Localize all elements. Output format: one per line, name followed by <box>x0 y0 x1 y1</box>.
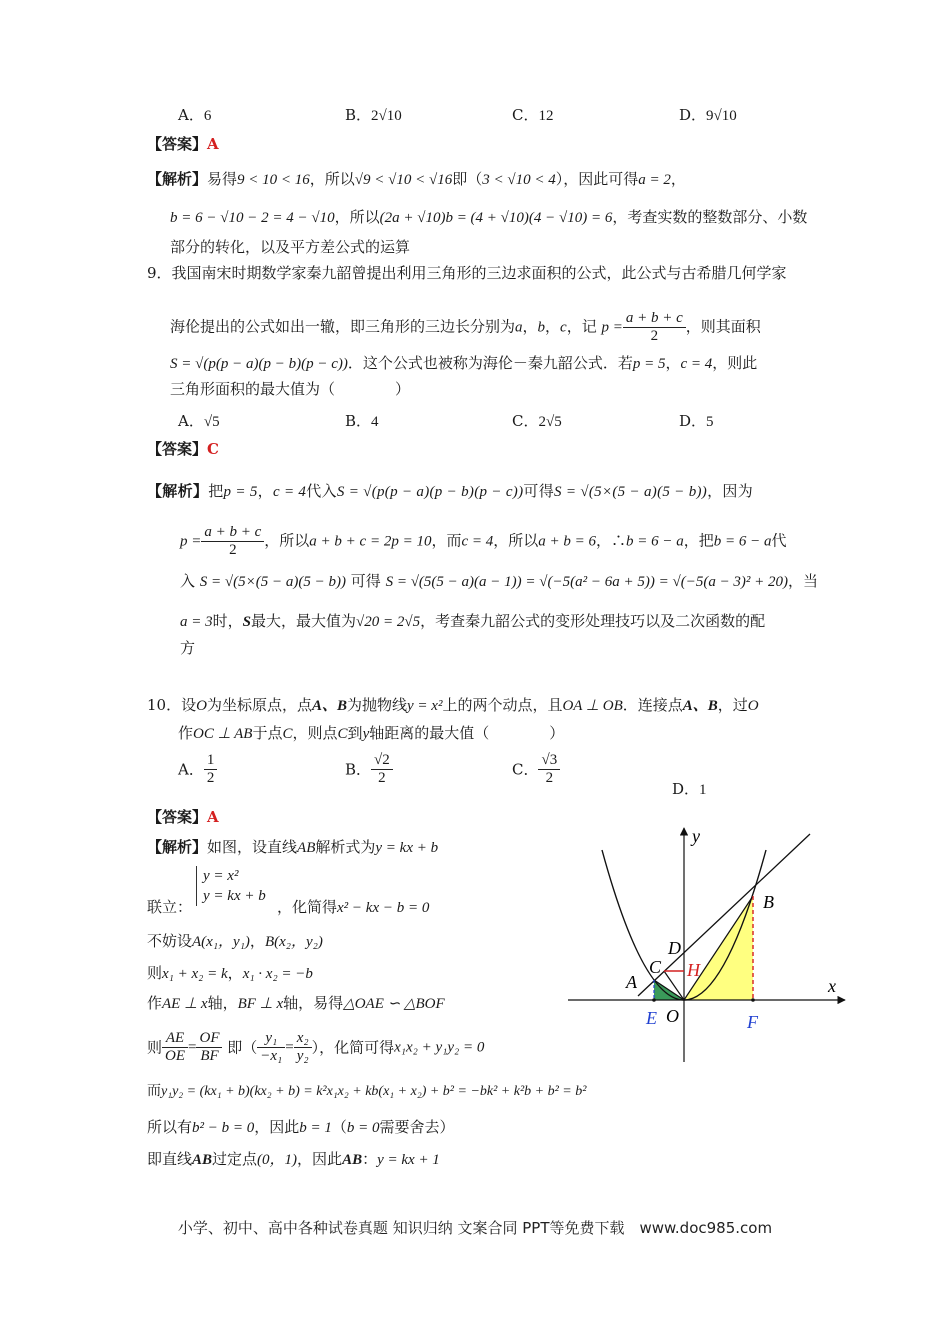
q9-solution-line3: 入 S = √(5×(5 − a)(5 − b)) 可得 S = √(5(5 − a)(a − 1)) = √(−5(a² − 6a + 5)) = √(−5(a − 3)² + 20)，当 <box>180 572 819 590</box>
q10-solution-line1: 【解析】如图，设直线AB解析式为y = kx + b <box>147 838 439 856</box>
q8-solution-line2: b = 6 − √10 − 2 = 4 − √10，所以(2a + √10)b = (4 + √10)(4 − √10) = 6，考查实数的整数部分、小数 <box>170 208 808 226</box>
q10-option-a: A． $\frac{1}{2}$ <box>178 752 217 787</box>
label-f: F <box>747 1012 758 1032</box>
q10-solution-line2: ，化简得x² − kx − b = 0 <box>277 898 430 916</box>
q8-option-b: B．2√10 <box>345 106 402 124</box>
q10-solution-line9: 即直线AB过定点(0，1)，因此AB：y = kx + 1 <box>147 1150 440 1168</box>
parabola-figure <box>560 820 860 1070</box>
q9-stem-line1: 9．我国南宋时期数学家秦九韶曾提出利用三角形的三边求面积的公式，此公式与古希腊几何学家 <box>147 264 787 282</box>
q9-option-c: C．2√5 <box>512 412 562 430</box>
label-x: x <box>828 976 836 996</box>
q9-option-b: B．4 <box>345 412 379 430</box>
q10-option-d: D．1 <box>672 780 707 798</box>
q8-option-d: D．9√10 <box>679 106 737 124</box>
label-y: y <box>692 826 700 846</box>
q8-answer: 【答案】A <box>147 135 219 153</box>
q10-stem-line1: 10．设O为坐标原点，点A、B为抛物线y = x²上的两个动点，且OA ⊥ OB．连接点A、B，过O <box>147 696 759 714</box>
q8-solution-line1: 【解析】易得9 < 10 < 16，所以√9 < √10 < √16即（3 < √10 < 4），因此可得a = 2， <box>147 170 686 188</box>
q10-solution-line8: 所以有b² − b = 0，因此b = 1（b = 0需要舍去） <box>147 1118 455 1136</box>
q10-equation-system: y = x² y = kx + b <box>196 866 266 906</box>
label-e: E <box>646 1008 657 1028</box>
q9-stem-line4: 三角形面积的最大值为（ ） <box>170 380 411 398</box>
q10-solution-line4: 则x₁ + x₂ = k，x₁ · x₂ = −b <box>147 964 313 982</box>
q8-option-c: C．12 <box>512 106 554 124</box>
label-o: O <box>666 1006 679 1026</box>
label-d: D <box>668 938 681 958</box>
label-c: C <box>649 957 662 977</box>
page-footer: 小学、初中、高中各种试卷真题 知识归纳 文案合同 PPT等免费下载 www.doc985.com <box>177 1219 773 1237</box>
q10-stem-line2: 作OC ⊥ AB于点C，则点C到y轴距离的最大值（ ） <box>178 724 565 742</box>
point-e <box>652 998 656 1002</box>
q9-option-d: D．5 <box>679 412 714 430</box>
q9-solution-line1: 【解析】把p = 5，c = 4代入S = √(p(p − a)(p − b)(p − c))可得S = √(5×(5 − a)(5 − b))，因为 <box>147 482 753 500</box>
q9-option-a: A．√5 <box>178 412 220 430</box>
q10-solution-line5: 作AE ⊥ x轴，BF ⊥ x轴，易得△OAE ∽ △BOF <box>147 994 445 1012</box>
label-a: A <box>626 972 637 992</box>
q10-solution-line3: 不妨设A(x₁，y₁)，B(x₂，y₂) <box>147 932 323 950</box>
q10-option-c: C． $\frac{√3}{2}$ <box>512 752 560 787</box>
q10-solution-line2-label: 联立： <box>147 898 193 916</box>
point-f <box>751 998 755 1002</box>
label-h: H <box>687 960 700 980</box>
q9-stem-line3: S = √(p(p − a)(p − b)(p − c))．这个公式也被称为海伦－秦九韶公式．若p = 5，c = 4，则此 <box>170 354 758 372</box>
q9-solution-line2: p = $\frac{a + b + c}{2}$ ，所以a + b + c = 2p = 10，而c = 4，所以a + b = 6，∴b = 6 − a，把b = 6 − a代 <box>180 524 787 558</box>
q10-answer: 【答案】A <box>147 808 219 826</box>
q9-solution-line4: a = 3时，S最大，最大值为√20 = 2√5，考查秦九韶公式的变形处理技巧以及二次函数的配 <box>180 612 766 630</box>
q9-answer: 【答案】C <box>147 440 219 458</box>
q10-solution-line6: 则 $\frac{AE}{OE}$ = $\frac{OF}{BF}$ 即（ $\frac{\text{y₁}}{\text{−x₁}}$ = $\frac{\text{x₂}}{\text{y₂}}$ ），化简可得x₁x₂ + y₁y₂ = 0 <box>147 1030 485 1064</box>
q10-solution-line7: 而y₁y₂ = (kx₁ + b)(kx₂ + b) = k²x₁x₂ + kb(x₁ + x₂) + b² = −bk² + k²b + b² = b² <box>147 1083 587 1099</box>
q10-option-b: B． $\frac{√2}{2}$ <box>345 752 393 787</box>
q8-option-a: A．6 <box>178 106 212 124</box>
q9-solution-line5: 方 <box>180 639 196 657</box>
q8-solution-line3: 部分的转化，以及平方差公式的运算 <box>170 238 411 256</box>
q9-stem-line2: 海伦提出的公式如出一辙，即三角形的三边长分别为a，b，c，记 p = $\frac{a + b + c}{2}$ ，则其面积 <box>170 310 761 344</box>
label-b: B <box>763 892 774 912</box>
